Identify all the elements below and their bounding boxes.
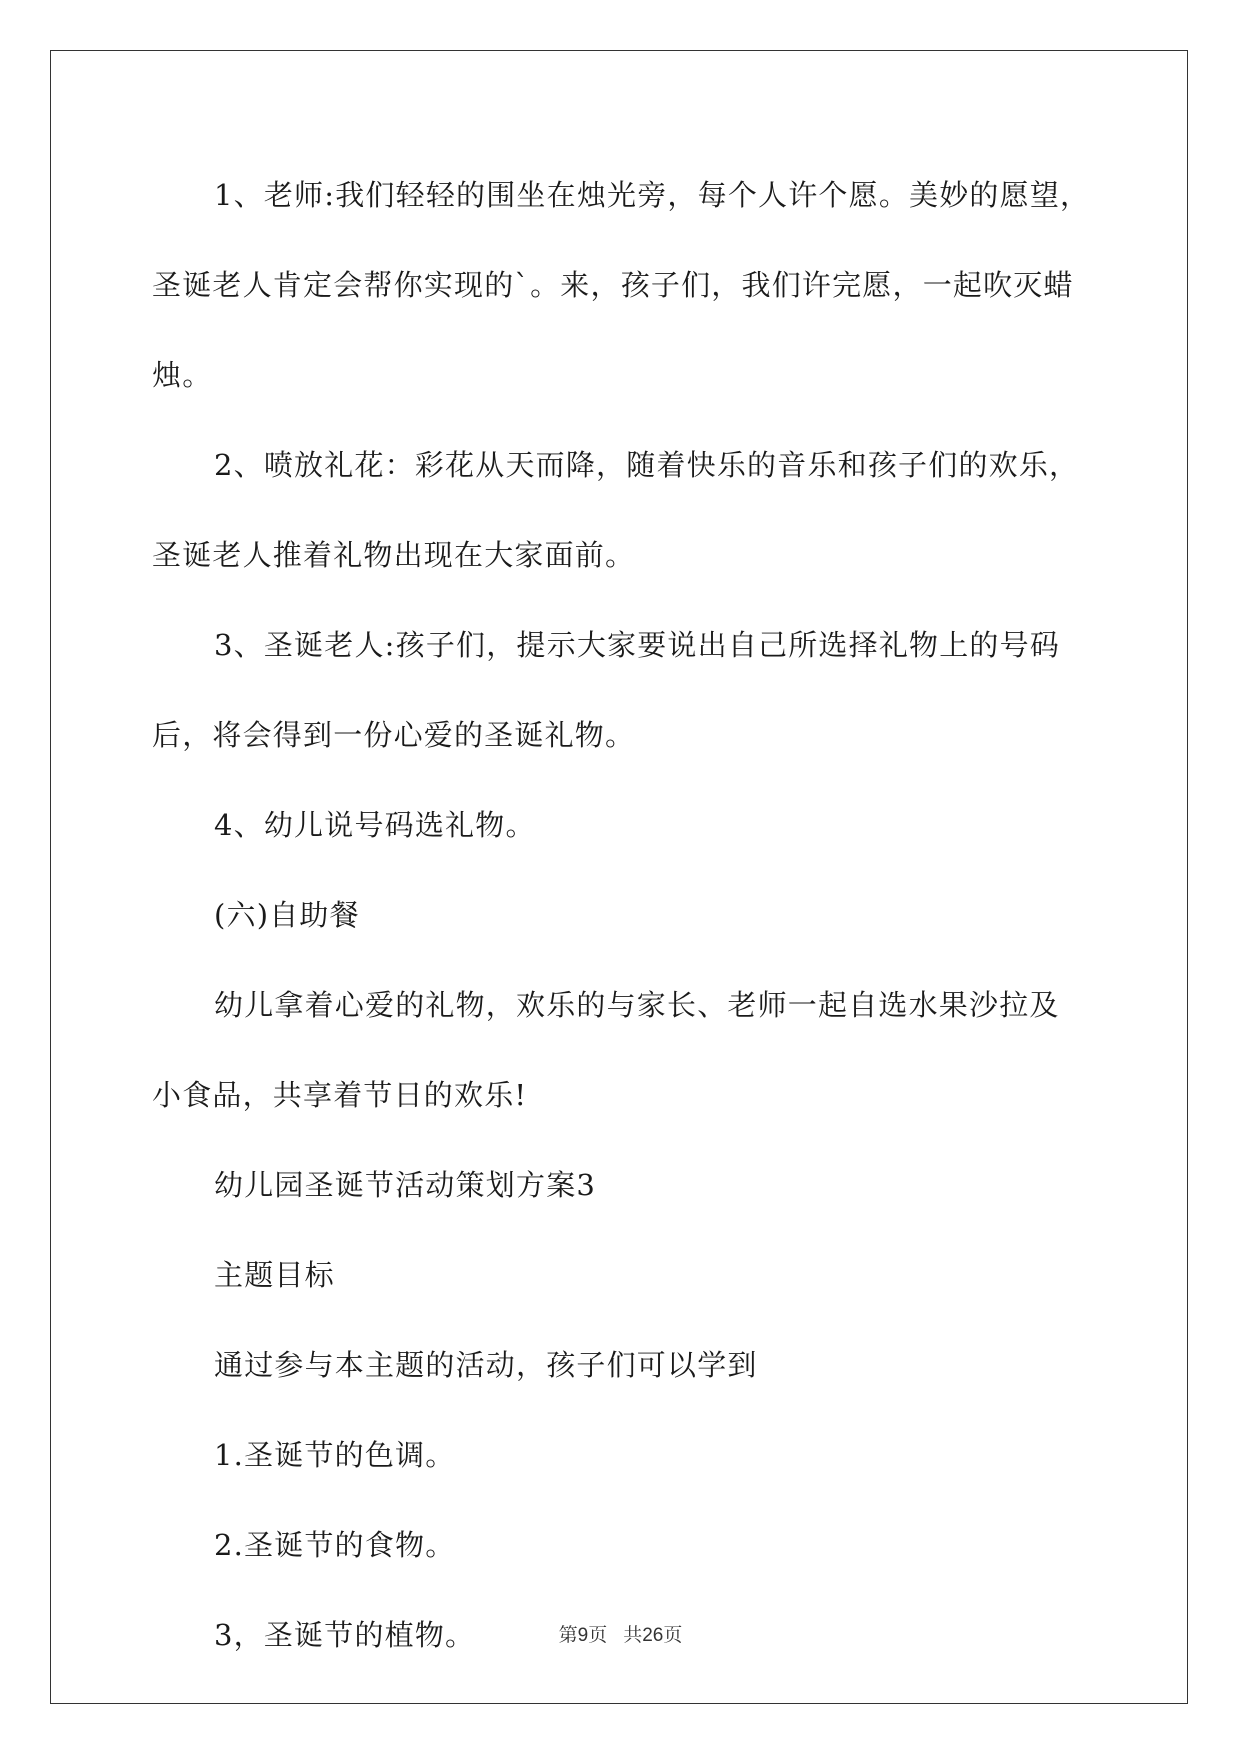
page-footer <box>0 1620 1241 1647</box>
total-suffix: 页 <box>663 1624 683 1646</box>
paragraph-line: 1、老师:我们轻轻的围坐在烛光旁，每个人许个愿。美妙的愿望， <box>214 178 1091 212</box>
page-suffix: 页 <box>588 1624 608 1646</box>
paragraph-line: 后，将会得到一份心爱的圣诞礼物。 <box>152 718 636 752</box>
paragraph-line: 通过参与本主题的活动，孩子们可以学到 <box>214 1348 758 1382</box>
list-item: 2.圣诞节的食物。 <box>214 1528 456 1562</box>
list-item: 3，圣诞节的植物。 <box>214 1618 476 1652</box>
page-prefix: 第 <box>558 1624 578 1646</box>
paragraph-line: 小食品，共享着节日的欢乐! <box>152 1078 528 1112</box>
document-body <box>152 150 1092 1680</box>
paragraph-line: 幼儿拿着心爱的礼物，欢乐的与家长、老师一起自选水果沙拉及 <box>214 988 1060 1022</box>
total-prefix: 共 <box>623 1624 643 1646</box>
page-number: 9 <box>577 1625 589 1646</box>
document-title: 幼儿园圣诞节活动策划方案3 <box>214 1168 597 1202</box>
paragraph-line: 烛。 <box>152 358 213 392</box>
section-heading: (六)自助餐 <box>214 898 360 932</box>
paragraph-line: 2、喷放礼花：彩花从天而降，随着快乐的音乐和孩子们的欢乐， <box>214 448 1080 482</box>
total-pages: 26 <box>642 1625 664 1646</box>
list-item: 1.圣诞节的色调。 <box>214 1438 456 1472</box>
paragraph-line: 圣诞老人推着礼物出现在大家面前。 <box>152 538 636 572</box>
paragraph-line: 4、幼儿说号码选礼物。 <box>214 808 536 842</box>
paragraph-line: 3、圣诞老人:孩子们，提示大家要说出自己所选择礼物上的号码 <box>214 628 1061 662</box>
paragraph-line: 圣诞老人肯定会帮你实现的`。来，孩子们，我们许完愿，一起吹灭蜡 <box>152 268 1074 302</box>
section-heading: 主题目标 <box>214 1258 335 1292</box>
